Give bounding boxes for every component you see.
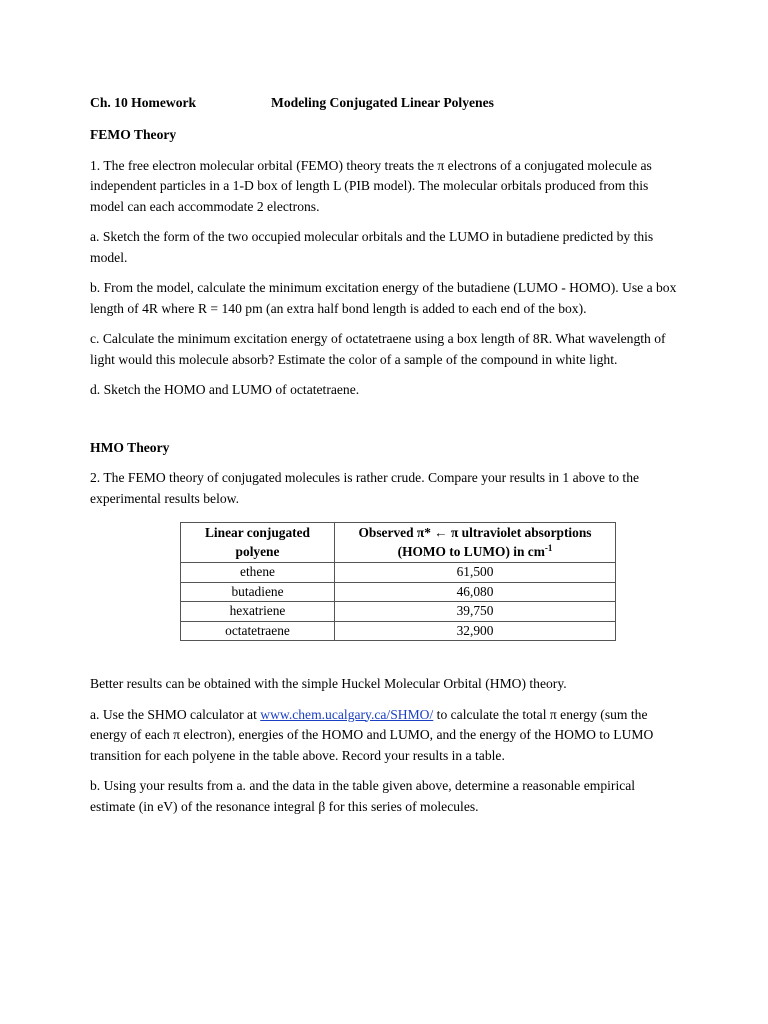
question-2a-start: a. Use the SHMO calculator at <box>90 706 261 722</box>
chapter-label: Ch. 10 Homework <box>90 95 197 110</box>
cell-polyene: octatetraene <box>181 621 335 641</box>
document-header <box>90 93 680 113</box>
question-1-intro: 1. The free electron molecular orbital (FEMO) theory treats the π electrons of a conjugated molecule as independent particles in a 1-D box of length L (PIB model). The molecular orbitals produced from this model can each accommodate 2 electrons. <box>90 157 652 214</box>
question-1b: b. From the model, calculate the minimum excitation energy of the butadiene (LUMO - HOMO). Use a box length of 4R where R = 140 pm (an extra half bond length is added to each end of the box). <box>90 280 677 316</box>
cell-polyene: ethene <box>181 563 335 583</box>
cell-absorption: 46,080 <box>335 582 616 602</box>
femo-heading: FEMO Theory <box>90 127 177 142</box>
question-1a: a. Sketch the form of the two occupied molecular orbitals and the LUMO in butadiene predicted by this model. <box>90 229 654 265</box>
column-header-polyene-text: Linear conjugated polyene <box>204 525 311 559</box>
question-2a <box>90 705 680 767</box>
table-row <box>181 582 616 602</box>
better-results-text: Better results can be obtained with the simple Huckel Molecular Orbital (HMO) theory. <box>90 676 567 691</box>
question-2-intro: 2. The FEMO theory of conjugated molecules is rather crude. Compare your results in 1 above to the experimental results below. <box>90 470 640 506</box>
column-header-absorption-exponent: -1 <box>544 542 553 553</box>
shmo-calculator-link[interactable]: www.chem.ucalgary.ca/SHMO/ <box>260 706 434 722</box>
cell-absorption: 39,750 <box>335 602 616 622</box>
column-header-polyene <box>181 523 335 563</box>
question-2a-end: to calculate the total π energy (sum the energy of each π electron), energies of the HOMO and LUMO, and the energy of the HOMO to LUMO transition for each polyene in the table above. Record your results in a table. <box>90 706 654 763</box>
cell-absorption: 61,500 <box>335 563 616 583</box>
question-1c: c. Calculate the minimum excitation energy of octatetraene using a box length of 8R. What wavelength of light would this molecule absorb? Estimate the color of a sample of the compound in white light. <box>90 331 666 367</box>
document-title: Modeling Conjugated Linear Polyenes <box>271 95 494 110</box>
document-page <box>90 93 680 817</box>
table-row <box>181 563 616 583</box>
table-row <box>181 621 616 641</box>
hmo-heading: HMO Theory <box>90 439 170 455</box>
cell-absorption: 32,900 <box>335 621 616 641</box>
absorption-table <box>180 522 616 641</box>
table-row <box>181 602 616 622</box>
table-header-row <box>181 523 616 563</box>
cell-polyene: hexatriene <box>181 602 335 622</box>
column-header-absorption-text: Observed π* ← π ultraviolet absorptions (HOMO to LUMO) in cm <box>358 525 592 559</box>
cell-polyene: butadiene <box>181 582 335 602</box>
question-2b: b. Using your results from a. and the data in the table given above, determine a reasonable empirical estimate (in eV) of the resonance integral β for this series of molecules. <box>90 778 636 814</box>
column-header-absorption <box>335 523 616 563</box>
question-1d: d. Sketch the HOMO and LUMO of octatetraene. <box>90 382 360 397</box>
